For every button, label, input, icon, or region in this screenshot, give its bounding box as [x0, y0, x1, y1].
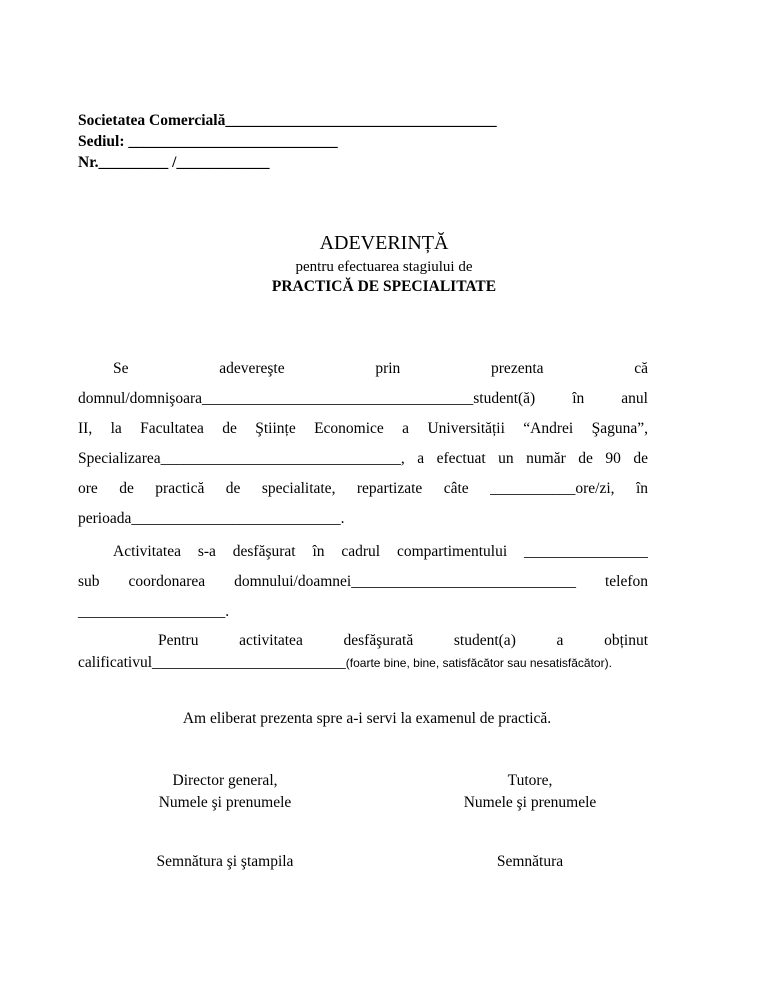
- paragraph-line: sub coordonarea domnului/doamnei_____________________________ telefon: [78, 573, 648, 590]
- document-subtitle: pentru efectuarea stagiului de: [295, 259, 473, 275]
- document-title: ADEVERINȚĂ: [319, 232, 449, 254]
- paragraph-line: ___________________.: [78, 603, 230, 620]
- paragraph-grade: [78, 630, 648, 674]
- signature-director: [110, 770, 340, 814]
- signature-director-stamp: Semnătura şi ştampila: [156, 853, 294, 870]
- signature-director-title: Director general,: [172, 772, 278, 789]
- release-statement: Am eliberat prezenta spre a-i servi la examenul de practică.: [182, 710, 552, 727]
- paragraph-line: Specializarea_______________________________, a efectuat un număr de 90 de: [78, 450, 648, 467]
- paragraph-certification: [78, 354, 648, 534]
- signature-tutor-sign: Semnătura: [496, 853, 564, 870]
- signature-tutor: [415, 770, 645, 814]
- signature-director-name: Numele şi prenumele: [158, 794, 292, 811]
- number-line: Nr._________ /____________: [78, 154, 270, 171]
- paragraph-line: Activitatea s-a desfăşurat în cadrul compartimentului ________________: [113, 543, 648, 560]
- paragraph-line: ore de practică de specialitate, repartizate câte ___________ore/zi, în: [78, 480, 648, 497]
- address-line: Sediul: ___________________________: [78, 133, 338, 150]
- paragraph-line: [78, 652, 648, 674]
- company-line: Societatea Comercială___________________________________: [78, 112, 497, 129]
- document-subtitle-bold: PRACTICĂ DE SPECIALITATE: [271, 278, 497, 295]
- signature-tutor-name: Numele şi prenumele: [463, 794, 597, 811]
- grade-field: calificativul_________________________: [78, 654, 346, 671]
- paragraph-line: II, la Facultatea de Ştiințe Economice a Universității “Andrei Şaguna”,: [78, 420, 648, 437]
- paragraph-line: Pentru activitatea desfăşurată student(a) a obținut: [158, 632, 648, 649]
- paragraph-line: domnul/domnişoara___________________________________student(ă) în anul: [78, 390, 648, 407]
- paragraph-line: perioada___________________________.: [78, 510, 345, 527]
- signature-tutor-title: Tutore,: [507, 772, 553, 789]
- grade-note: (foarte bine, bine, satisfăcător sau nesatisfăcător).: [345, 656, 612, 670]
- paragraph-activity: [78, 537, 648, 627]
- paragraph-line: Se adevereşte prin prezenta că: [113, 360, 648, 377]
